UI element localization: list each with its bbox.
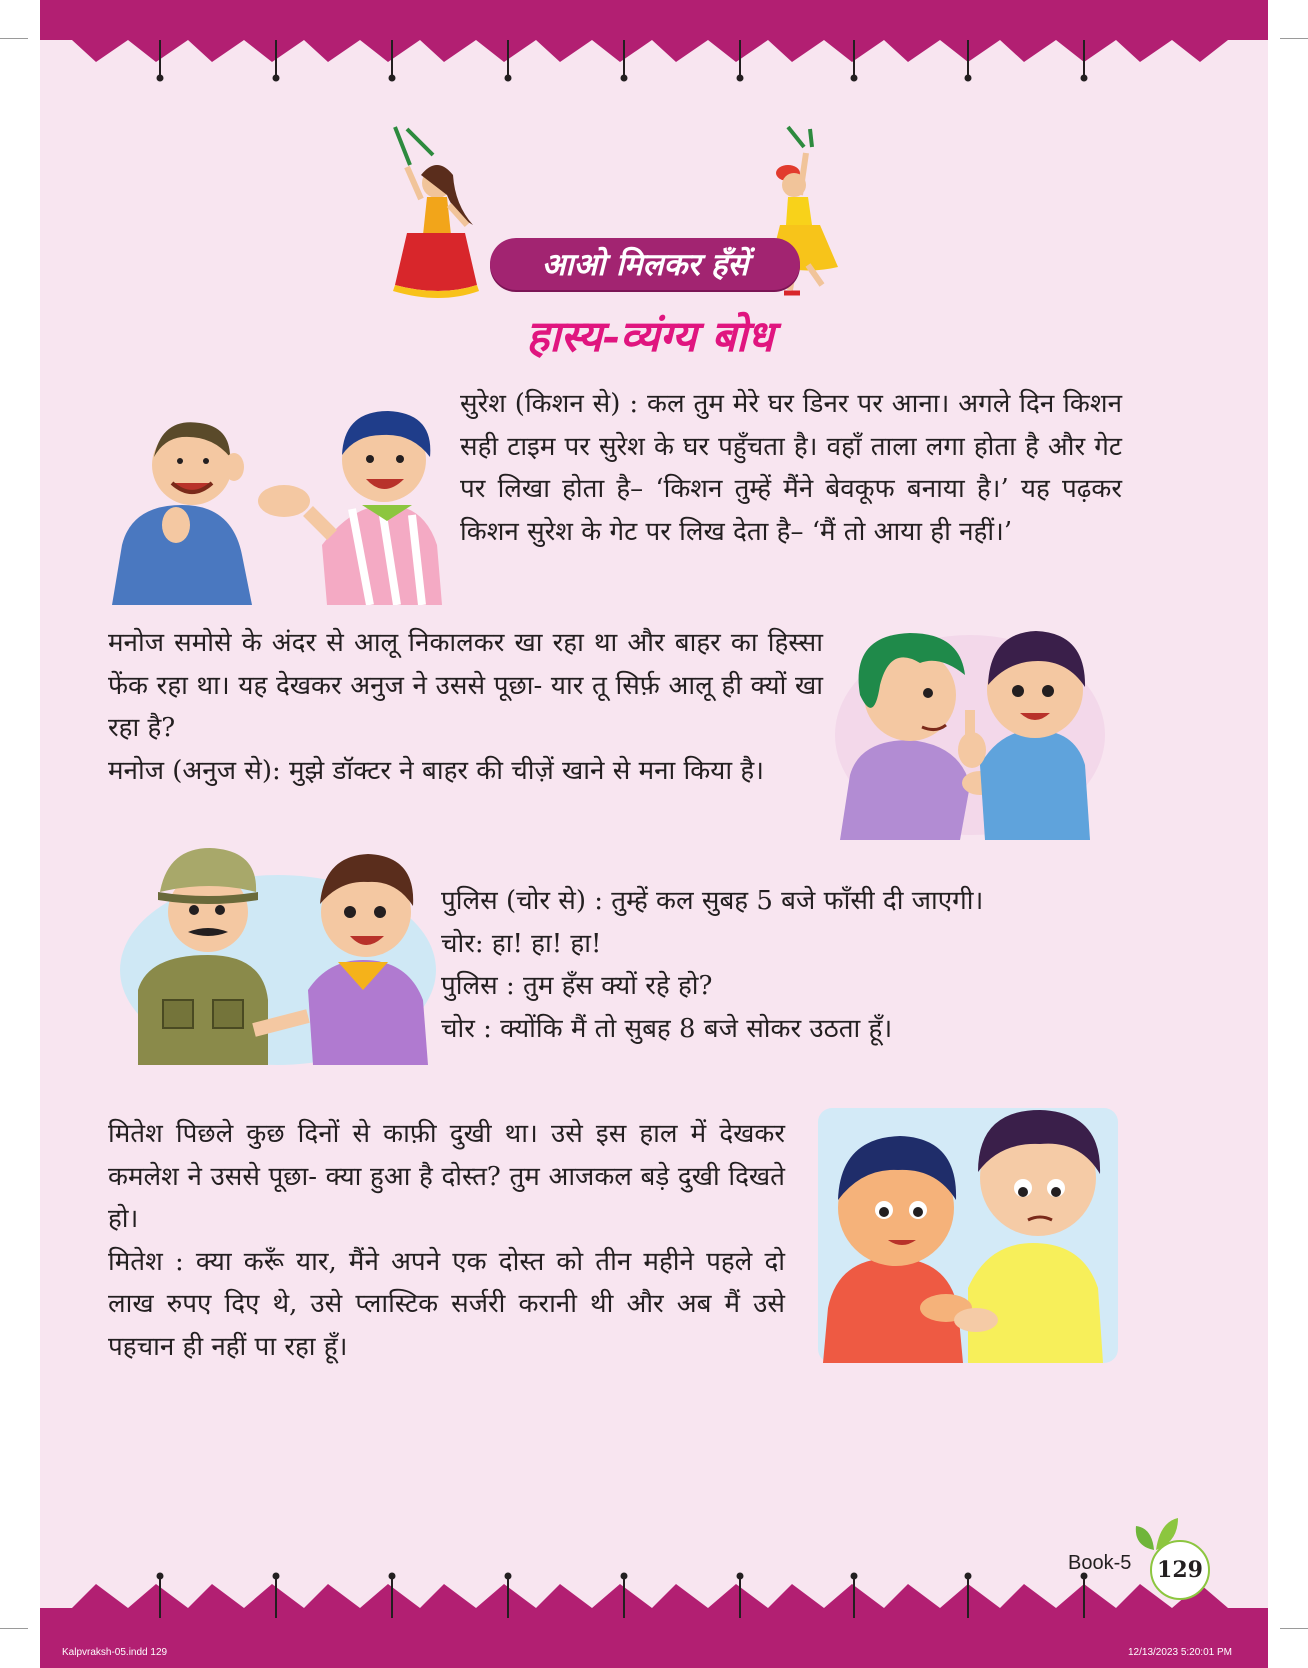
- suresh-kishan-illustration: [112, 405, 457, 605]
- top-bunting-border: [40, 0, 1268, 82]
- joke-1-text: [460, 383, 1122, 553]
- crop-mark: [0, 1628, 28, 1629]
- crop-mark: [1280, 38, 1308, 39]
- page-title: हास्य-व्यंग्य बोध: [526, 312, 774, 362]
- joke-3-line-1: पुलिस (चोर से) : तुम्हें कल सुबह 5 बजे फाँसी दी जाएगी।: [441, 886, 984, 916]
- book-label: Book-5: [1068, 1552, 1132, 1574]
- mitesh-kamlesh-illustration: [818, 1108, 1118, 1363]
- joke-2-text: [108, 622, 823, 792]
- joke-4-paragraph: मितेश पिछले कुछ दिनों से काफ़ी दुखी था। उसे इस हाल में देखकर कमलेश ने उससे पूछा- क्या हुआ है दोस्त? तुम आजकल बड़े दुखी दिखते हो।: [108, 1119, 785, 1234]
- print-timestamp: 12/13/2023 5:20:01 PM: [1128, 1647, 1232, 1658]
- print-file-info: Kalpvraksh-05.indd 129: [62, 1647, 168, 1658]
- joke-4-text: [108, 1113, 785, 1368]
- joke-1-paragraph: सुरेश (किशन से) : कल तुम मेरे घर डिनर पर आना। अगले दिन किशन सही टाइम पर सुरेश के घर पहुँचता है। वहाँ ताला लगा होता है और गेट पर लिखा होता है– ‘किशन तुम्हें मैंने बेवकूफ बनाया है।’ यह पढ़कर किशन सुरेश के गेट पर लिख देता है– ‘मैं तो आया ही नहीं।’: [460, 389, 1122, 547]
- police-thief-illustration: [118, 840, 438, 1065]
- joke-3-line-2: चोर: हा! हा! हा!: [441, 928, 602, 959]
- crop-mark: [0, 38, 28, 39]
- page-number: 129: [1150, 1540, 1210, 1600]
- manoj-anuj-illustration: [830, 615, 1110, 840]
- joke-3-text: [441, 880, 1081, 1050]
- joke-3-line-4: चोर : क्योंकि मैं तो सुबह 8 बजे सोकर उठता हूँ।: [441, 1013, 893, 1044]
- section-pill-heading: आओ मिलकर हँसें: [490, 238, 800, 290]
- joke-4-dialogue: मितेश : क्या करूँ यार, मैंने अपने एक दोस्त को तीन महीने पहले दो लाख रुपए दिए थे, उसे प्लास्टिक सर्जरी करानी थी और अब मैं उसे पहचान ही नहीं पा रहा हूँ।: [108, 1246, 785, 1362]
- dancing-girl-illustration: [385, 125, 485, 310]
- joke-2-dialogue: मनोज (अनुज से): मुझे डॉक्टर ने बाहर की चीज़ें खाने से मना किया है।: [108, 755, 764, 786]
- bottom-bunting-strings: [40, 1570, 1268, 1630]
- joke-3-line-3: पुलिस : तुम हँस क्यों रहे हो?: [441, 971, 713, 1001]
- joke-2-paragraph: मनोज समोसे के अंदर से आलू निकालकर खा रहा था और बाहर का हिस्सा फेंक रहा था। यह देखकर अनुज ने उससे पूछा- यार तू सिर्फ़ आलू ही क्यों खा रहा है?: [108, 628, 823, 743]
- crop-mark: [1280, 1628, 1308, 1629]
